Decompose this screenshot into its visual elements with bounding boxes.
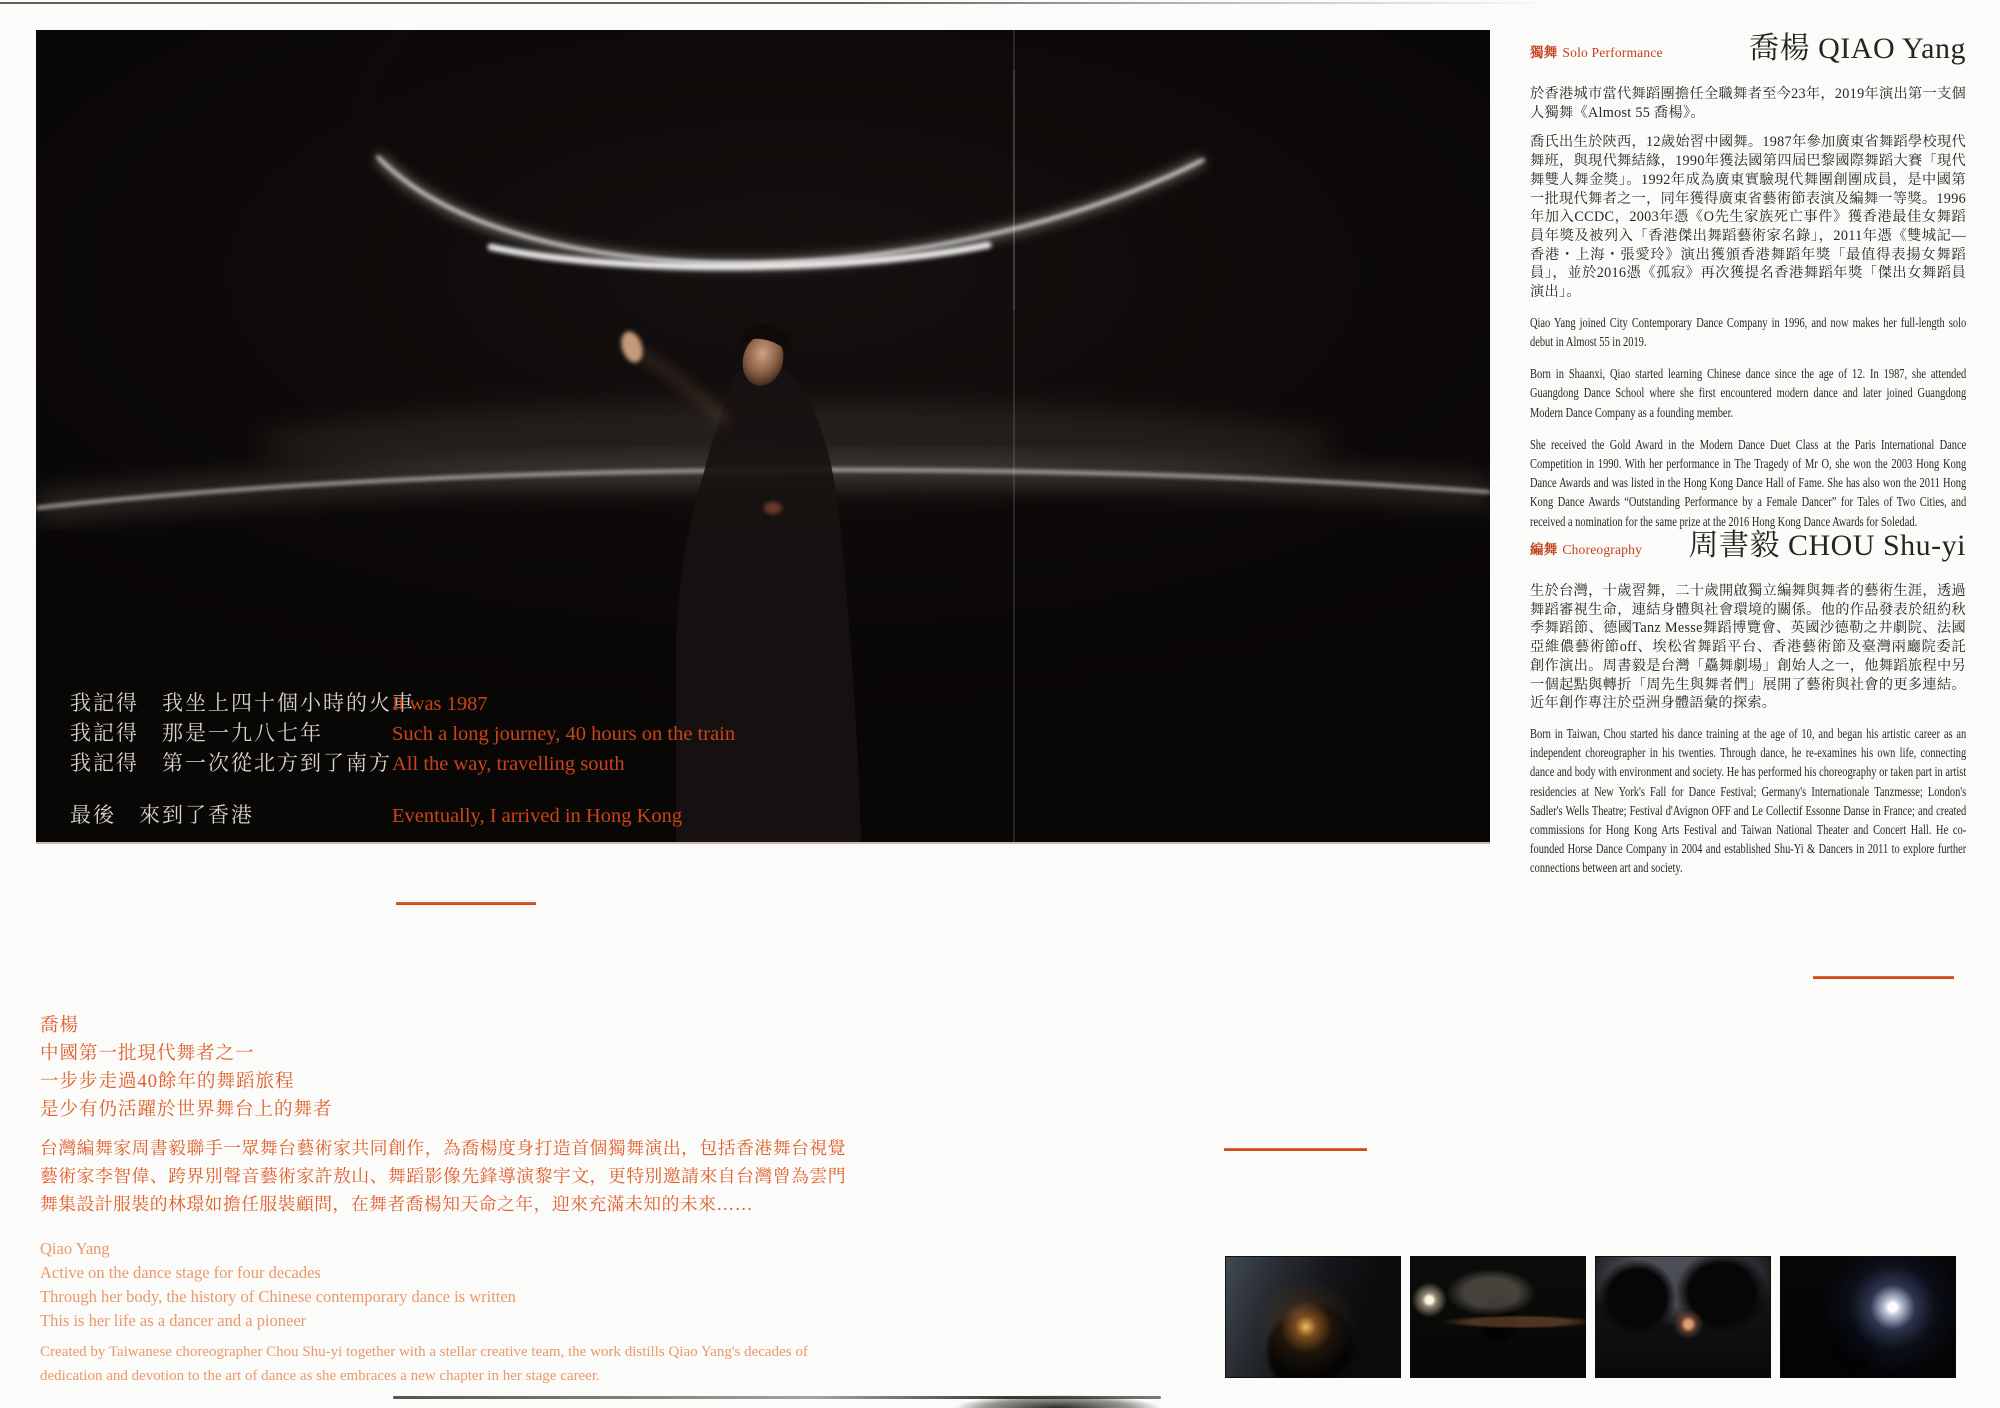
orange-rule: [1224, 1148, 1367, 1151]
bio-paragraph-en: She received the Gold Award in the Modern Dance Duet Class at the Paris International Dance Competition in 1990. With her performance in The Tragedy of Mr O, she won the 2003 Hong Kong Dance Awards and was listed in the Hong Kong Dance Hall of Fame. She has also won the 2011 Hong Kong Dance Awards “Outstanding Performance by a Female Dancer” for Tales of Two Cities, and received a nomination for the same prize at the 2016 Hong Kong Dance Awards for Soledad.: [1530, 436, 1967, 529]
intro-line: This is her life as a dancer and a pioneer: [40, 1311, 307, 1330]
intro-line: 喬楊: [40, 1016, 80, 1036]
intro-line: 一步步走過40餘年的舞蹈旅程: [40, 1072, 295, 1092]
poem-line: All the way, travelling south: [392, 753, 625, 775]
faint-circle-arc: [364, 30, 466, 157]
bio-paragraph-cjk: 於香港城市當代舞蹈團擔任全職舞者至今23年，2019年演出第一支個人獨舞《Almost 55 喬楊》。: [1530, 86, 1966, 121]
overlay-poem-chinese: [70, 688, 415, 830]
intro-chinese-lines: [40, 1012, 333, 1124]
bio-section-choreography: [1530, 523, 1966, 891]
poem-line: Such a long journey, 40 hours on the train: [392, 723, 736, 745]
intro-line: Through her body, the history of Chinese contemporary dance is written: [40, 1287, 516, 1306]
poem-line: 最後 來到了香港: [70, 803, 254, 827]
intro-english-lines: [40, 1237, 516, 1333]
main-stage-photo: [36, 30, 1490, 842]
fold-crease-highlight: [1013, 70, 1015, 310]
poem-line: Eventually, I arrived in Hong Kong: [392, 805, 683, 827]
artist-name-heading: 周書毅 CHOU Shu-yi: [1688, 529, 1966, 562]
overlay-poem-english: [392, 689, 735, 831]
intro-line: Qiao Yang: [40, 1239, 110, 1258]
section-label-cjk: 獨舞: [1530, 45, 1558, 60]
section-header: [1530, 26, 1966, 72]
orange-rule: [1813, 976, 1954, 979]
production-photo-1: [1225, 1256, 1401, 1378]
poem-line: 我記得 我坐上四十個小時的火車: [70, 691, 415, 715]
bio-paragraph-cjk: 喬氏出生於陝西，12歲始習中國舞。1987年參加廣東省舞蹈學校現代舞班，與現代舞結緣，1990年獲法國第四屆巴黎國際舞蹈大賽「現代舞雙人舞金獎」。1992年成為廣東實驗現代舞團創團成員，是中國第一批現代舞者之一，同年獲得廣東省藝術節表演及編舞一等獎。1996年加入CCDC，2003年憑《O先生家族死亡事件》獲香港最佳女舞蹈員年獎及被列入「香港傑出舞蹈藝術家名錄」，2011年憑《雙城記—香港・上海・張愛玲》演出獲頒香港舞蹈年獎「最值得表揚女舞蹈員」，並於2016憑《孤寂》再次獲提名香港舞蹈年獎「傑出女舞蹈員演出」。: [1530, 134, 1966, 301]
bio-paragraph-cjk: 生於台灣，十歲習舞，二十歲開啟獨立編舞與舞者的藝術生涯，透過舞蹈審視生命，連結身體與社會環境的關係。他的作品發表於紐約秋季舞蹈節、德國Tanz Messe舞蹈博覽會、英國沙德勒之井劇院、法國亞維儂藝術節off、埃松省舞蹈平台、香港藝術節及臺灣兩廳院委託創作演出。周書毅是台灣「驫舞劇場」創始人之一，他舞蹈旅程中另一個起點與轉折「周先生與舞者們」展開了藝術與社會的更多連結。近年創作專注於亞洲身體語彙的探索。: [1530, 583, 1966, 712]
orange-rule: [396, 902, 536, 905]
section-label: [1530, 41, 1663, 61]
intro-line: 中國第一批現代舞者之一: [40, 1044, 255, 1064]
intro-chinese-paragraph: 台灣編舞家周書毅聯手一眾舞台藝術家共同創作，為喬楊度身打造首個獨舞演出，包括香港舞台視覺藝術家李智偉、跨界別聲音藝術家許敖山、舞蹈影像先鋒導演黎宇文，更特別邀請來自台灣曾為雲門舞集設計服裝的林璟如擔任服裝顧問，在舞者喬楊知天命之年，迎來充滿未知的未來……: [40, 1138, 846, 1214]
bio-paragraph-en: Qiao Yang joined City Contemporary Dance Company in 1996, and now makes her full-length solo debut in Almost 55 in 2019.: [1530, 314, 1967, 349]
scan-shadow-blob: [925, 1391, 1190, 1408]
poem-line: It was 1987: [392, 693, 488, 715]
section-label-en: Solo Performance: [1562, 45, 1663, 60]
section-header: [1530, 523, 1966, 569]
intro-english-paragraph: Created by Taiwanese choreographer Chou Shu-yi together with a stellar creative team, the work distills Qiao Yang's decades of dedication and devotion to the art of dance as she embraces a new chapter in her stage career.: [40, 1344, 808, 1384]
artist-name-heading: 喬楊 QIAO Yang: [1749, 32, 1966, 65]
poem-line: 我記得 第一次從北方到了南方: [70, 751, 392, 775]
production-photo-2: [1410, 1256, 1586, 1378]
production-photo-3: [1595, 1256, 1771, 1378]
intro-line: 是少有仍活躍於世界舞台上的舞者: [40, 1100, 333, 1120]
bio-section-solo-performance: [1530, 26, 1966, 544]
section-label-en: Choreography: [1562, 542, 1643, 557]
section-label: [1530, 538, 1642, 558]
scan-edge-top: [0, 2, 1555, 4]
bio-paragraph-en: Born in Shaanxi, Qiao started learning Chinese dance since the age of 12. In 1987, she attended Guangdong Dance School where she first encountered modern dance and later joined Guangdong Modern Dance Company as a founding member.: [1530, 366, 1967, 420]
poem-line: 我記得 那是一九八七年: [70, 721, 323, 745]
production-photo-4: [1780, 1256, 1956, 1378]
bio-paragraph-en: Born in Taiwan, Chou started his dance training at the age of 10, and began his artistic career as an independent choreographer in his twenties. Through dance, he re-examines his own life, connecting dance and body with environment and society. He has performed his choreography or taken part in artist residencies at New York's Fall for Dance Festival; Germany's Internationale Tanzmesse; London's Sadler's Wells Theatre; Festival d'Avignon OFF and Le Collectif Essonne Danse in France; and created commissions for Hong Kong Arts Festival and Taiwan National Theater and Concert Hall. He co-founded Horse Dance Company in 2004 and established Shu-Yi & Dancers in 2011 to explore further connections between art and society.: [1530, 725, 1967, 876]
dancer-hands-lowlight: [764, 502, 782, 514]
section-label-cjk: 編舞: [1530, 542, 1558, 557]
intro-line: Active on the dance stage for four decades: [40, 1263, 321, 1282]
